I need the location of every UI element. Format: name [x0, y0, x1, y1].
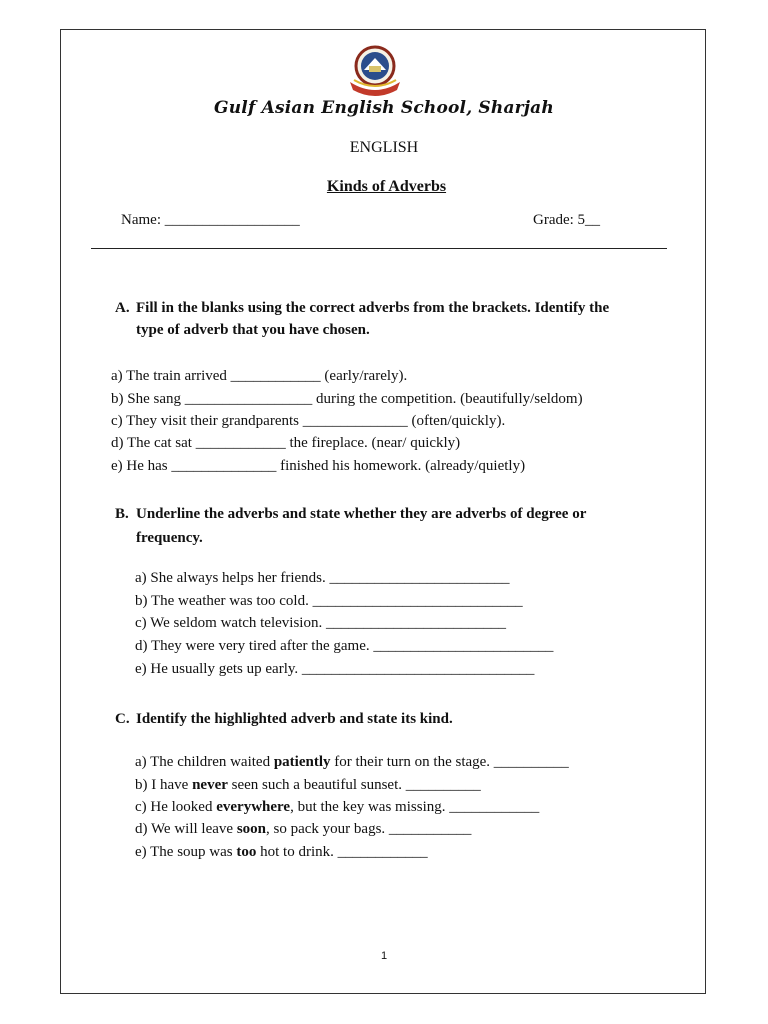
- section-a-line2: type of adverb that you have chosen.: [136, 322, 370, 338]
- section-b-line2: frequency.: [136, 530, 203, 546]
- section-b-item[interactable]: e) He usually gets up early. _______________________________: [135, 661, 535, 677]
- section-c-item[interactable]: [135, 821, 471, 838]
- section-b-item[interactable]: b) The weather was too cold. ____________________________: [135, 593, 523, 609]
- section-b-item[interactable]: a) She always helps her friends. ________________________: [135, 570, 510, 586]
- section-b-letter: B.: [115, 506, 129, 522]
- item-text: d) We will leave: [135, 821, 237, 837]
- school-crest-logo: [342, 44, 408, 98]
- section-a-item[interactable]: b) She sang _________________ during the competition. (beautifully/seldom): [111, 391, 583, 407]
- highlighted-adverb: patiently: [273, 754, 331, 770]
- section-a-heading: [115, 297, 675, 341]
- section-b-heading: [115, 502, 675, 550]
- item-text: , so pack your bags. ___________: [266, 821, 472, 837]
- section-c-heading: [115, 708, 675, 730]
- subject-heading: ENGLISH: [349, 139, 419, 156]
- section-c-letter: C.: [115, 711, 130, 727]
- page-number: 1: [380, 950, 388, 962]
- section-c-line1: Identify the highlighted adverb and state its kind.: [136, 711, 453, 727]
- item-text: e) The soup was: [135, 844, 237, 860]
- section-a-line1: Fill in the blanks using the correct adverbs from the brackets. Identify the: [136, 300, 610, 316]
- item-text: for their turn on the stage. __________: [330, 754, 569, 770]
- item-text: a) The children waited: [135, 754, 274, 770]
- section-c-item[interactable]: [135, 799, 539, 816]
- item-text: b) I have: [135, 777, 193, 793]
- item-text: seen such a beautiful sunset. __________: [227, 777, 481, 793]
- section-a-item[interactable]: a) The train arrived ____________ (early/rarely).: [111, 368, 408, 384]
- section-b-line1: Underline the adverbs and state whether they are adverbs of degree or: [136, 506, 587, 522]
- section-a-item[interactable]: e) He has ______________ finished his homework. (already/quietly): [111, 458, 526, 474]
- worksheet-title: Kinds of Adverbs: [326, 178, 447, 195]
- section-a-item[interactable]: c) They visit their grandparents ______________ (often/quickly).: [111, 413, 506, 429]
- section-c-item[interactable]: [135, 754, 569, 771]
- item-text: , but the key was missing. ____________: [290, 799, 540, 815]
- section-a-item[interactable]: d) The cat sat ____________ the fireplace. (near/ quickly): [111, 435, 461, 451]
- highlighted-adverb: soon: [236, 821, 267, 837]
- section-a-letter: A.: [115, 300, 130, 316]
- highlighted-adverb: never: [192, 777, 228, 793]
- item-text: c) He looked: [135, 799, 217, 815]
- section-b-item[interactable]: c) We seldom watch television. ________________________: [135, 615, 506, 631]
- section-c-item[interactable]: [135, 844, 428, 861]
- name-field[interactable]: Name: __________________: [121, 212, 300, 228]
- highlighted-adverb: too: [236, 844, 257, 860]
- item-text: hot to drink. ____________: [256, 844, 428, 860]
- grade-field[interactable]: Grade: 5__: [533, 212, 601, 228]
- highlighted-adverb: everywhere: [216, 799, 291, 815]
- school-name: Gulf Asian English School, Sharjah: [214, 98, 554, 118]
- divider: [91, 248, 667, 249]
- section-b-item[interactable]: d) They were very tired after the game. ________________________: [135, 638, 554, 654]
- section-c-item[interactable]: [135, 777, 481, 794]
